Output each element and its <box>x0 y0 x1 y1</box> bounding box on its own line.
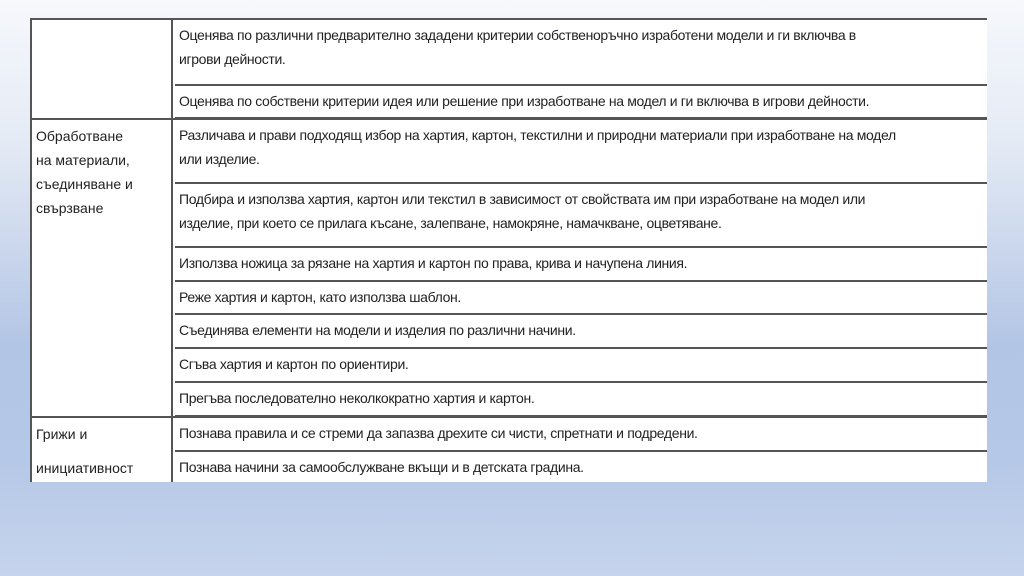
row-text: Различава и прави подходящ избор на хартия, картон, текстилни и природни материали при изработване на модел <box>179 127 896 143</box>
table-row <box>175 20 987 86</box>
table-row <box>175 86 987 119</box>
category-cell-care <box>32 418 173 482</box>
table-row <box>175 315 987 349</box>
category-cell-empty <box>32 18 173 118</box>
table-row <box>175 184 987 248</box>
row-text: Познава начини за самообслужване вкъщи и в детската градина. <box>179 459 584 475</box>
row-text: Познава правила и се стреми да запазва дрехите си чисти, спретнати и подредени. <box>179 425 698 441</box>
table-row <box>175 120 987 184</box>
competency-table <box>30 18 987 482</box>
category-text: съединяване и <box>36 176 133 192</box>
row-text: Оценява по различни предварително зададени критерии собственоръчно изработени модели и ги включва в <box>179 27 856 43</box>
table-row <box>175 282 987 315</box>
row-text: Прегъва последователно неколкократно хартия и картон. <box>179 390 535 406</box>
row-text: Оценява по собствени критерии идея или решение при изработване на модел и ги включва в игрови дейности. <box>179 93 870 109</box>
row-text: Сгъва хартия и картон по ориентири. <box>179 356 409 372</box>
row-text: Подбира и използва хартия, картон или текстил в зависимост от свойствата им при изработване на модел или <box>179 191 866 207</box>
row-text: изделие, при което се прилага късане, залепване, намокряне, намачкване, оцветяване. <box>179 215 722 231</box>
category-text: свързване <box>36 200 104 216</box>
category-text: инициативност <box>36 460 134 476</box>
category-cell-materials <box>32 120 173 417</box>
row-text: Използва ножица за рязане на хартия и картон по права, крива и начупена линия. <box>179 255 688 271</box>
category-text: Обработване <box>36 128 123 144</box>
table-row <box>175 383 987 417</box>
table-row <box>175 349 987 383</box>
row-text: Съединява елементи на модели и изделия по различни начини. <box>179 322 576 338</box>
row-text: игрови дейности. <box>179 51 286 67</box>
table-row <box>175 418 987 452</box>
row-text: или изделие. <box>179 151 260 167</box>
table-row <box>175 452 987 482</box>
category-text: на материали, <box>36 152 130 168</box>
table-row <box>175 248 987 282</box>
category-text: Грижи и <box>36 426 88 442</box>
row-text: Реже хартия и картон, като използва шаблон. <box>179 289 461 305</box>
